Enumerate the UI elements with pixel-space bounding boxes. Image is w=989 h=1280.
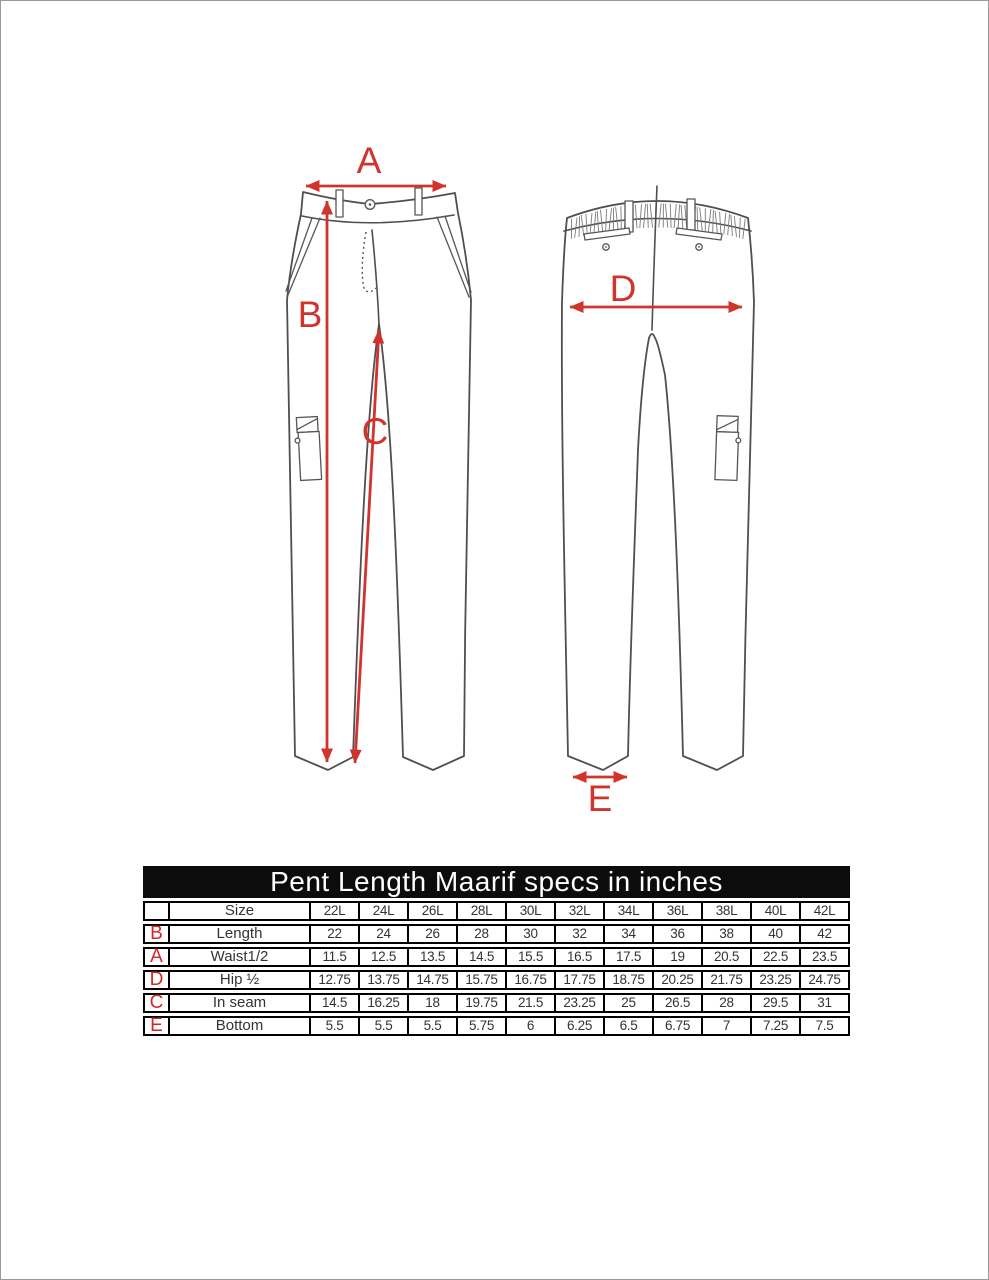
row-letter: E bbox=[143, 1016, 170, 1036]
cell-value: 14.5 bbox=[309, 993, 360, 1013]
cell-value: 6.25 bbox=[554, 1016, 605, 1036]
cell-value: 29.5 bbox=[750, 993, 801, 1013]
cell-value: 13.75 bbox=[358, 970, 409, 990]
cell-value: 32 bbox=[554, 924, 605, 944]
row-label: In seam bbox=[168, 993, 311, 1013]
row-letter: A bbox=[143, 947, 170, 967]
cell-value: 28L bbox=[456, 901, 507, 921]
table-body bbox=[143, 901, 850, 1036]
cell-value: 40 bbox=[750, 924, 801, 944]
cell-value: 17.75 bbox=[554, 970, 605, 990]
table-row bbox=[143, 901, 850, 921]
cell-value: 38L bbox=[701, 901, 752, 921]
cell-value: 23.25 bbox=[554, 993, 605, 1013]
measure-label-d: D bbox=[609, 268, 637, 309]
cell-value: 24 bbox=[358, 924, 409, 944]
table-row bbox=[143, 924, 850, 944]
cell-value: 6.5 bbox=[603, 1016, 654, 1036]
cell-value: 42 bbox=[799, 924, 850, 944]
back-silhouette bbox=[562, 201, 754, 770]
cell-value: 22.5 bbox=[750, 947, 801, 967]
row-letter: D bbox=[143, 970, 170, 990]
front-view-drawing bbox=[286, 188, 471, 770]
cell-value: 21.75 bbox=[701, 970, 752, 990]
measure-label-c: C bbox=[361, 411, 389, 452]
cell-value: 13.5 bbox=[407, 947, 458, 967]
row-letter: C bbox=[143, 993, 170, 1013]
cell-value: 19.75 bbox=[456, 993, 507, 1013]
cell-value: 36 bbox=[652, 924, 703, 944]
cell-value: 12.5 bbox=[358, 947, 409, 967]
cell-value: 17.5 bbox=[603, 947, 654, 967]
hatch-line bbox=[579, 216, 580, 237]
row-label: Hip ½ bbox=[168, 970, 311, 990]
cell-value: 7 bbox=[701, 1016, 752, 1036]
back-belt-loop-right bbox=[687, 199, 695, 230]
cell-value: 28 bbox=[456, 924, 507, 944]
cell-value: 34L bbox=[603, 901, 654, 921]
cell-value: 7.5 bbox=[799, 1016, 850, 1036]
cell-value: 32L bbox=[554, 901, 605, 921]
cell-value: 22 bbox=[309, 924, 360, 944]
cell-value: 5.5 bbox=[309, 1016, 360, 1036]
cell-value: 42L bbox=[799, 901, 850, 921]
cell-value: 31 bbox=[799, 993, 850, 1013]
table-row bbox=[143, 947, 850, 967]
cell-value: 38 bbox=[701, 924, 752, 944]
row-label: Size bbox=[168, 901, 311, 921]
measure-label-e: E bbox=[587, 778, 613, 819]
cell-value: 20.5 bbox=[701, 947, 752, 967]
back-button-right-dot bbox=[698, 246, 700, 248]
cell-value: 14.5 bbox=[456, 947, 507, 967]
cell-value: 14.75 bbox=[407, 970, 458, 990]
cell-value: 16.5 bbox=[554, 947, 605, 967]
cell-value: 5.75 bbox=[456, 1016, 507, 1036]
cell-value: 24L bbox=[358, 901, 409, 921]
cell-value: 26L bbox=[407, 901, 458, 921]
cell-value: 23.5 bbox=[799, 947, 850, 967]
cell-value: 18.75 bbox=[603, 970, 654, 990]
row-label: Bottom bbox=[168, 1016, 311, 1036]
row-letter bbox=[143, 901, 170, 921]
cell-value: 30L bbox=[505, 901, 556, 921]
front-belt-loop-left bbox=[336, 190, 343, 217]
cell-value: 19 bbox=[652, 947, 703, 967]
table-title: Pent Length Maarif specs in inches bbox=[143, 866, 850, 898]
cell-value: 16.25 bbox=[358, 993, 409, 1013]
cell-value: 20.25 bbox=[652, 970, 703, 990]
table-row bbox=[143, 970, 850, 990]
size-spec-table bbox=[143, 866, 850, 1036]
row-letter: B bbox=[143, 924, 170, 944]
cell-value: 26.5 bbox=[652, 993, 703, 1013]
cell-value: 11.5 bbox=[309, 947, 360, 967]
cell-value: 30 bbox=[505, 924, 556, 944]
cell-value: 40L bbox=[750, 901, 801, 921]
cell-value: 7.25 bbox=[750, 1016, 801, 1036]
cell-value: 21.5 bbox=[505, 993, 556, 1013]
back-view-drawing bbox=[562, 186, 754, 770]
row-label: Waist1/2 bbox=[168, 947, 311, 967]
cell-value: 6.75 bbox=[652, 1016, 703, 1036]
cell-value: 36L bbox=[652, 901, 703, 921]
waist-button-dot bbox=[369, 203, 372, 206]
front-belt-loop-right bbox=[415, 188, 422, 215]
cell-value: 5.5 bbox=[358, 1016, 409, 1036]
cell-value: 23.25 bbox=[750, 970, 801, 990]
table-row bbox=[143, 993, 850, 1013]
back-button-left-dot bbox=[605, 246, 607, 248]
cell-value: 6 bbox=[505, 1016, 556, 1036]
cell-value: 25 bbox=[603, 993, 654, 1013]
cell-value: 24.75 bbox=[799, 970, 850, 990]
cell-value: 5.5 bbox=[407, 1016, 458, 1036]
cell-value: 12.75 bbox=[309, 970, 360, 990]
cell-value: 26 bbox=[407, 924, 458, 944]
measure-label-a: A bbox=[356, 140, 382, 181]
back-belt-loop-left bbox=[625, 201, 633, 232]
cell-value: 15.75 bbox=[456, 970, 507, 990]
cell-value: 34 bbox=[603, 924, 654, 944]
cell-value: 18 bbox=[407, 993, 458, 1013]
front-silhouette bbox=[287, 192, 471, 770]
cell-value: 15.5 bbox=[505, 947, 556, 967]
table-row bbox=[143, 1016, 850, 1036]
measure-label-b: B bbox=[297, 294, 323, 335]
row-label: Length bbox=[168, 924, 311, 944]
cell-value: 16.75 bbox=[505, 970, 556, 990]
back-cargo-pocket bbox=[715, 416, 742, 481]
cell-value: 22L bbox=[309, 901, 360, 921]
cell-value: 28 bbox=[701, 993, 752, 1013]
